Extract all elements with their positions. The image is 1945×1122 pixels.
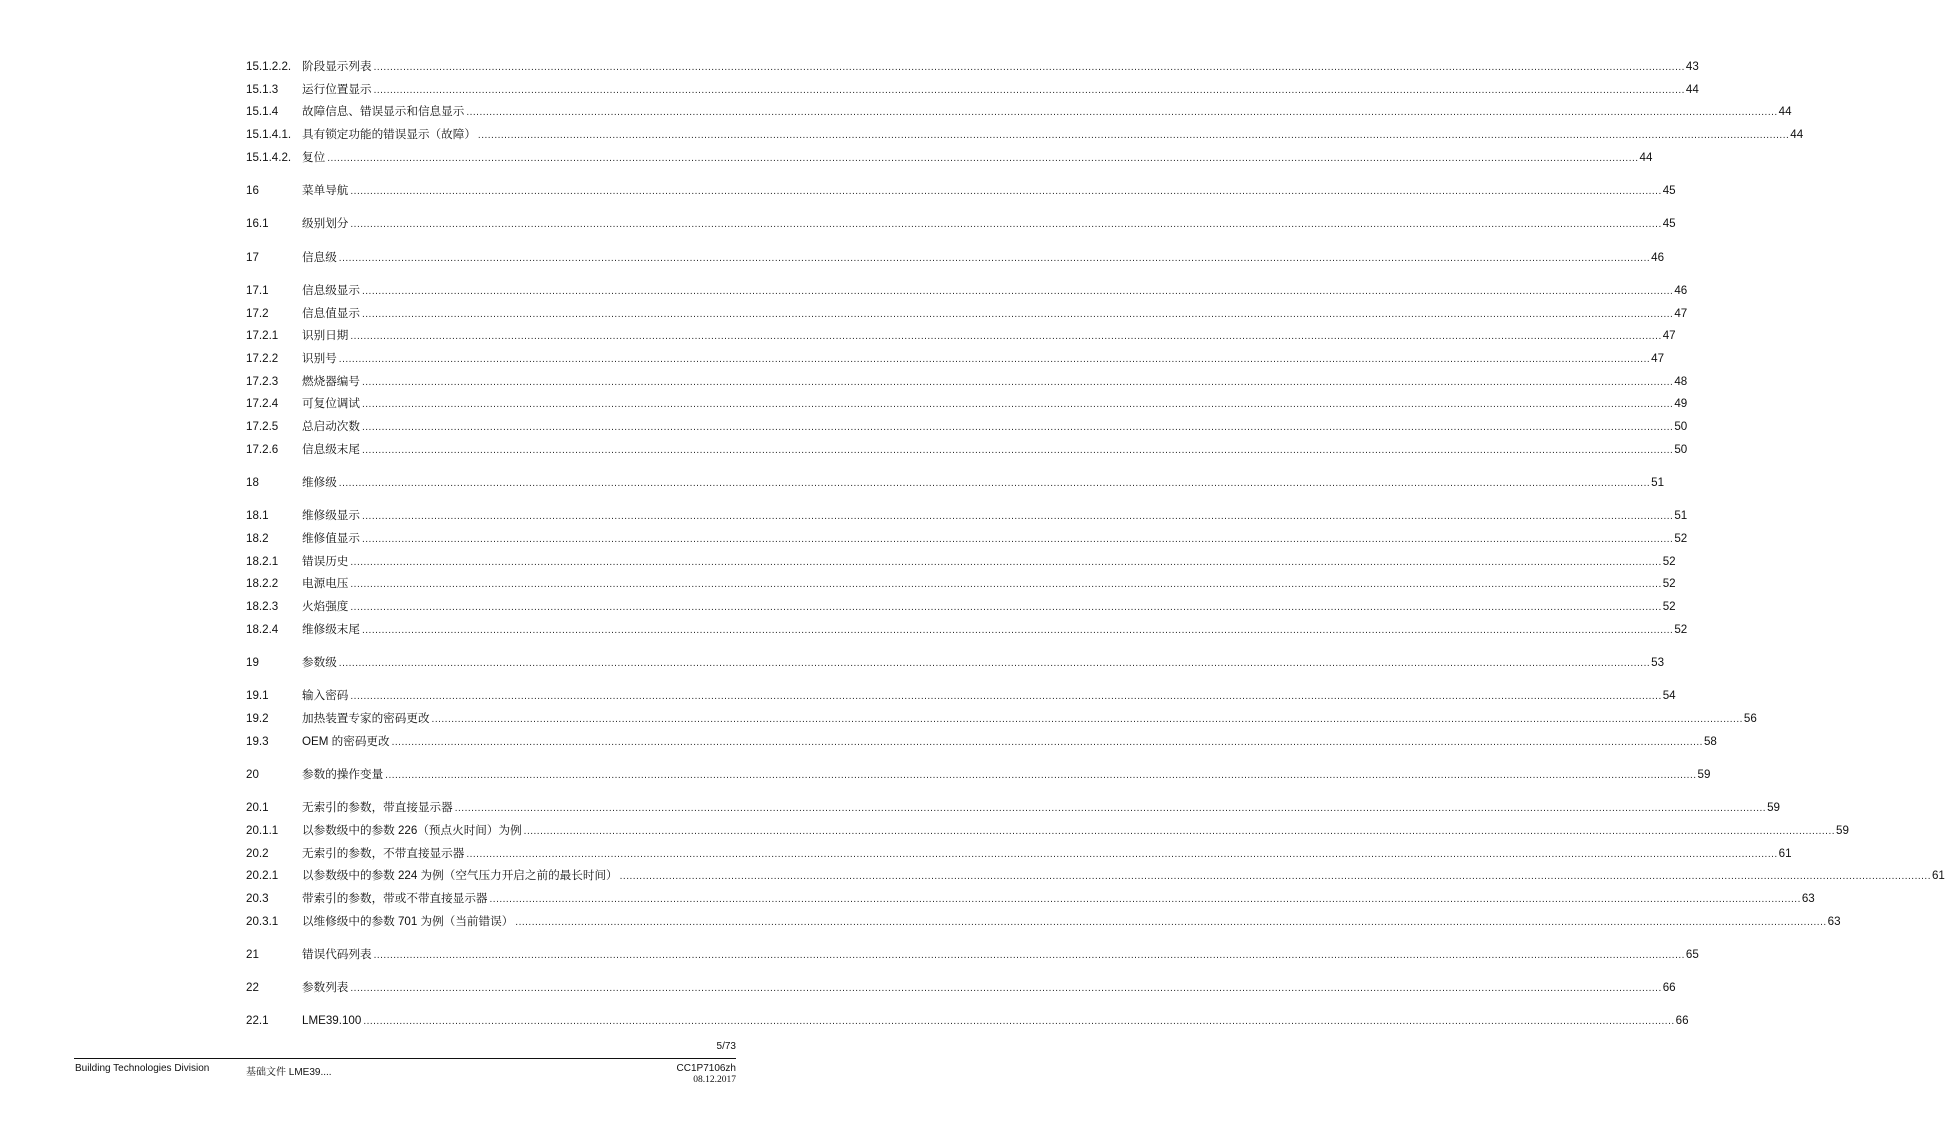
toc-dot-leader: ................................................................................................................................................................................................................................................................................................................................................................................................................ (361, 533, 1674, 545)
toc-entry-number: 17.2 (246, 306, 269, 320)
toc-entry-page: 44 (1639, 150, 1653, 164)
toc-entry-page: 61 (1931, 869, 1945, 883)
toc-entry-page: 59 (1767, 801, 1780, 815)
toc-dot-leader: ................................................................................................................................................................................................................................................................................................................................................................................................................ (466, 848, 1778, 860)
toc-entry-page: 63 (1801, 891, 1815, 905)
toc-entry-number: 18.2.4 (246, 622, 279, 636)
toc-entry-title: 可复位调试 (302, 397, 360, 411)
toc-entry-title: 识别号 (302, 351, 337, 365)
toc-entry-title: 参数级 (302, 655, 337, 669)
toc-dot-leader: ................................................................................................................................................................................................................................................................................................................................................................................................................ (327, 152, 1639, 164)
toc-entry[interactable] (246, 797, 1780, 820)
toc-dot-leader: ................................................................................................................................................................................................................................................................................................................................................................................................................ (477, 130, 1790, 142)
toc-entry-title: 总启动次数 (302, 420, 360, 433)
toc-entry-page: 44 (1790, 128, 1804, 142)
toc-entry[interactable] (246, 348, 1665, 371)
toc-entry-page: 46 (1674, 283, 1688, 297)
toc-entry-title: 加热装置专家的密码更改 (302, 711, 430, 725)
toc-entry-number: 19.1 (246, 689, 269, 703)
toc-entry-number: 20.1 (246, 801, 269, 815)
toc-entry-number: 18.2.1 (246, 554, 279, 568)
toc-entry-title: 火焰强度 (302, 600, 349, 613)
toc-dot-leader: ................................................................................................................................................................................................................................................................................................................................................................................................................ (431, 713, 1743, 725)
toc-entry-page: 58 (1703, 734, 1717, 748)
toc-entry-page: 45 (1662, 184, 1676, 198)
toc-entry[interactable] (246, 101, 1792, 124)
toc-entry-number: 17.1 (246, 283, 269, 297)
toc-entry-title: OEM 的密码更改 (302, 734, 390, 748)
toc-entry[interactable] (246, 124, 1804, 147)
toc-entry-number: 22 (246, 981, 259, 995)
toc-entry-number: 16 (246, 184, 259, 198)
toc-dot-leader: ................................................................................................................................................................................................................................................................................................................................................................................................................ (350, 331, 1662, 343)
toc-dot-leader: ................................................................................................................................................................................................................................................................................................................................................................................................................ (350, 602, 1662, 613)
toc-entry[interactable] (246, 708, 1757, 731)
toc-dot-leader: ................................................................................................................................................................................................................................................................................................................................................................................................................ (361, 285, 1674, 297)
toc-entry-title: 以参数级中的参数 224 为例（空气压力开启之前的最长时间） (302, 869, 618, 883)
toc-entry-number: 20.3 (246, 891, 269, 905)
toc-entry-page: 65 (1685, 947, 1699, 961)
toc-entry-number: 15.1.4.2. (246, 150, 292, 164)
toc-entry-number: 21 (246, 947, 259, 961)
toc-entry-page: 51 (1651, 475, 1665, 489)
toc-entry-number: 17.2.5 (246, 420, 279, 433)
page-number: 5/73 (716, 1041, 736, 1052)
toc-entry-number: 17.2.1 (246, 329, 279, 343)
toc-dot-leader: ................................................................................................................................................................................................................................................................................................................................................................................................................ (619, 871, 1931, 883)
toc-dot-leader: ................................................................................................................................................................................................................................................................................................................................................................................................................ (350, 579, 1662, 591)
toc-entry-number: 17.2.3 (246, 374, 279, 388)
toc-entry-title: 错误代码列表 (302, 947, 372, 961)
toc-entry-page: 52 (1674, 531, 1688, 545)
toc-entry-page: 59 (1836, 823, 1849, 837)
toc-entry-page: 56 (1743, 711, 1757, 725)
toc-dot-leader: ................................................................................................................................................................................................................................................................................................................................................................................................................ (361, 624, 1674, 636)
toc-entry-title: 以参数级中的参数 226（预点火时间）为例 (302, 823, 522, 837)
toc-entry[interactable] (246, 764, 1711, 787)
toc-entry-title: 复位 (302, 150, 326, 164)
toc-entry-number: 18.1 (246, 509, 269, 523)
toc-entry-title: 阶段显示列表 (302, 60, 372, 73)
toc-entry-page: 43 (1685, 60, 1699, 73)
toc-entry[interactable] (246, 56, 1699, 79)
toc-entry-number: 15.1.3 (246, 82, 279, 96)
toc-entry-page: 52 (1674, 622, 1688, 636)
toc-dot-leader: ................................................................................................................................................................................................................................................................................................................................................................................................................ (391, 736, 1703, 748)
toc-entry-number: 18.2.3 (246, 600, 279, 613)
toc-dot-leader: ................................................................................................................................................................................................................................................................................................................................................................................................................ (350, 691, 1662, 703)
toc-entry-title: 错误历史 (302, 554, 349, 568)
toc-entry-title: 信息值显示 (302, 306, 360, 320)
toc-entry[interactable] (246, 393, 1688, 416)
toc-entry-number: 15.1.4 (246, 105, 279, 119)
toc-entry-title: 故障信息、错误显示和信息显示 (302, 105, 465, 119)
toc-dot-leader: ................................................................................................................................................................................................................................................................................................................................................................................................................ (363, 1016, 1675, 1028)
toc-dot-leader: ................................................................................................................................................................................................................................................................................................................................................................................................................ (373, 62, 1685, 73)
toc-entry[interactable] (246, 472, 1665, 495)
toc-entry[interactable] (246, 731, 1717, 754)
toc-entry-title: 运行位置显示 (302, 82, 372, 96)
toc-dot-leader: ................................................................................................................................................................................................................................................................................................................................................................................................................ (361, 511, 1674, 523)
toc-entry-title: 信息级 (302, 250, 337, 264)
toc-entry-number: 18.2.2 (246, 577, 279, 591)
toc-entry[interactable] (246, 911, 1841, 934)
footer-date: 08.12.2017 (693, 1075, 736, 1085)
toc-dot-leader: ................................................................................................................................................................................................................................................................................................................................................................................................................ (338, 252, 1651, 264)
toc-entry-title: 信息级末尾 (302, 442, 360, 456)
toc-dot-leader: ................................................................................................................................................................................................................................................................................................................................................................................................................ (515, 916, 1827, 928)
toc-entry-number: 22.1 (246, 1014, 269, 1028)
table-of-contents (246, 56, 1945, 1033)
toc-entry-title: 维修值显示 (302, 531, 360, 545)
toc-entry-title: 信息级显示 (302, 283, 360, 297)
toc-entry[interactable] (246, 652, 1665, 675)
toc-entry[interactable] (246, 888, 1815, 911)
toc-entry[interactable] (246, 280, 1688, 303)
toc-entry[interactable] (246, 325, 1676, 348)
toc-dot-leader: ................................................................................................................................................................................................................................................................................................................................................................................................................ (454, 803, 1767, 815)
toc-entry-page: 54 (1662, 689, 1676, 703)
toc-entry[interactable] (246, 416, 1688, 439)
toc-entry-page: 44 (1685, 82, 1699, 96)
toc-entry-number: 20 (246, 767, 259, 781)
toc-dot-leader: ................................................................................................................................................................................................................................................................................................................................................................................................................ (338, 477, 1651, 489)
toc-entry-page: 50 (1674, 420, 1688, 433)
toc-entry[interactable] (246, 551, 1676, 574)
toc-dot-leader: ................................................................................................................................................................................................................................................................................................................................................................................................................ (523, 825, 1835, 837)
toc-entry-title: 具有锁定功能的错误显示（故障） (302, 128, 476, 142)
toc-entry-page: 44 (1778, 105, 1792, 119)
toc-dot-leader: ................................................................................................................................................................................................................................................................................................................................................................................................................ (350, 983, 1662, 995)
toc-entry-page: 66 (1675, 1014, 1689, 1028)
toc-entry[interactable] (246, 843, 1792, 866)
toc-entry-page: 47 (1662, 329, 1676, 343)
toc-entry[interactable] (246, 147, 1653, 170)
toc-entry-page: 61 (1778, 846, 1792, 860)
toc-entry[interactable] (246, 573, 1676, 596)
toc-entry-number: 17.2.6 (246, 442, 279, 456)
toc-entry-page: 52 (1662, 600, 1676, 613)
toc-entry-number: 20.2 (246, 846, 269, 860)
toc-entry[interactable] (246, 865, 1945, 888)
toc-entry-number: 15.1.4.1. (246, 128, 292, 142)
toc-entry-title: 输入密码 (302, 689, 349, 703)
toc-entry-number: 20.3.1 (246, 914, 279, 928)
toc-entry-number: 19.3 (246, 734, 269, 748)
toc-entry[interactable] (246, 619, 1688, 642)
toc-entry-title: 无索引的参数，带直接显示器 (302, 801, 453, 815)
toc-entry-number: 20.2.1 (246, 869, 279, 883)
toc-entry-page: 63 (1827, 914, 1841, 928)
toc-dot-leader: ................................................................................................................................................................................................................................................................................................................................................................................................................ (350, 556, 1662, 568)
toc-entry-title: 维修级显示 (302, 509, 360, 523)
toc-entry[interactable] (246, 180, 1676, 203)
toc-entry-title: 维修级 (302, 475, 337, 489)
toc-entry[interactable] (246, 944, 1699, 967)
toc-entry[interactable] (246, 247, 1665, 270)
toc-entry[interactable] (246, 303, 1688, 326)
toc-entry-title: 燃烧器编号 (302, 374, 360, 388)
toc-entry[interactable] (246, 820, 1849, 843)
toc-entry-title: LME39.100 (302, 1014, 362, 1028)
toc-entry-number: 18.2 (246, 531, 269, 545)
toc-entry-title: 以维修级中的参数 701 为例（当前错误） (302, 914, 514, 928)
toc-entry-page: 46 (1651, 250, 1665, 264)
toc-dot-leader: ................................................................................................................................................................................................................................................................................................................................................................................................................ (361, 444, 1674, 456)
toc-entry-number: 20.1.1 (246, 823, 279, 837)
toc-entry-title: 无索引的参数，不带直接显示器 (302, 846, 465, 860)
toc-dot-leader: ................................................................................................................................................................................................................................................................................................................................................................................................................ (373, 84, 1685, 96)
toc-entry-number: 15.1.2.2. (246, 60, 292, 73)
toc-entry-number: 17.2.2 (246, 351, 279, 365)
toc-entry-page: 50 (1674, 442, 1688, 456)
toc-entry-page: 48 (1674, 374, 1688, 388)
toc-entry[interactable] (246, 596, 1676, 619)
toc-entry-title: 参数的操作变量 (302, 767, 384, 781)
toc-entry-title: 菜单导航 (302, 184, 349, 198)
toc-entry-number: 17.2.4 (246, 397, 279, 411)
toc-entry[interactable] (246, 528, 1688, 551)
toc-dot-leader: ................................................................................................................................................................................................................................................................................................................................................................................................................ (338, 657, 1651, 669)
toc-entry-title: 级别划分 (302, 217, 349, 231)
toc-entry-number: 16.1 (246, 217, 269, 231)
toc-entry-page: 52 (1662, 554, 1676, 568)
toc-entry-number: 18 (246, 475, 259, 489)
toc-entry-page: 66 (1662, 981, 1676, 995)
footer-document-title: 基础文件 LME39.... (246, 1067, 332, 1078)
toc-entry-number: 19 (246, 655, 259, 669)
toc-entry[interactable] (246, 977, 1676, 1000)
toc-entry-page: 47 (1674, 306, 1688, 320)
toc-entry-page: 51 (1674, 509, 1688, 523)
toc-entry[interactable] (246, 1010, 1689, 1033)
toc-dot-leader: ................................................................................................................................................................................................................................................................................................................................................................................................................ (361, 308, 1674, 320)
toc-entry[interactable] (246, 371, 1688, 394)
toc-entry[interactable] (246, 213, 1676, 236)
toc-entry-page: 53 (1651, 655, 1665, 669)
toc-dot-leader: ................................................................................................................................................................................................................................................................................................................................................................................................................ (385, 769, 1697, 781)
footer-division: Building Technologies Division (75, 1063, 210, 1074)
toc-entry-title: 参数列表 (302, 981, 349, 995)
toc-entry-page: 47 (1651, 351, 1665, 365)
toc-entry-title: 识别日期 (302, 329, 349, 343)
toc-entry[interactable] (246, 79, 1699, 102)
footer-rule (74, 1058, 736, 1059)
toc-entry-page: 49 (1674, 397, 1688, 411)
toc-entry-page: 59 (1697, 767, 1711, 781)
toc-dot-leader: ................................................................................................................................................................................................................................................................................................................................................................................................................ (350, 219, 1662, 231)
toc-entry-number: 19.2 (246, 711, 269, 725)
toc-entry-number: 17 (246, 250, 259, 264)
footer-document-code: CC1P7106zh (676, 1063, 736, 1074)
toc-dot-leader: ................................................................................................................................................................................................................................................................................................................................................................................................................ (338, 353, 1651, 365)
toc-entry-title: 维修级末尾 (302, 622, 360, 636)
toc-entry[interactable] (246, 505, 1688, 528)
toc-dot-leader: ................................................................................................................................................................................................................................................................................................................................................................................................................ (350, 186, 1662, 198)
toc-entry[interactable] (246, 685, 1676, 708)
toc-entry-page: 52 (1662, 577, 1676, 591)
toc-dot-leader: ................................................................................................................................................................................................................................................................................................................................................................................................................ (361, 376, 1674, 388)
toc-dot-leader: ................................................................................................................................................................................................................................................................................................................................................................................................................ (466, 107, 1778, 119)
toc-dot-leader: ................................................................................................................................................................................................................................................................................................................................................................................................................ (361, 399, 1674, 411)
toc-dot-leader: ................................................................................................................................................................................................................................................................................................................................................................................................................ (361, 422, 1674, 433)
toc-entry-page: 45 (1662, 217, 1676, 231)
toc-dot-leader: ................................................................................................................................................................................................................................................................................................................................................................................................................ (489, 893, 1801, 905)
toc-entry-title: 带索引的参数，带或不带直接显示器 (302, 891, 488, 905)
toc-entry-title: 电源电压 (302, 577, 349, 591)
toc-dot-leader: ................................................................................................................................................................................................................................................................................................................................................................................................................ (373, 949, 1685, 961)
toc-entry[interactable] (246, 439, 1688, 462)
